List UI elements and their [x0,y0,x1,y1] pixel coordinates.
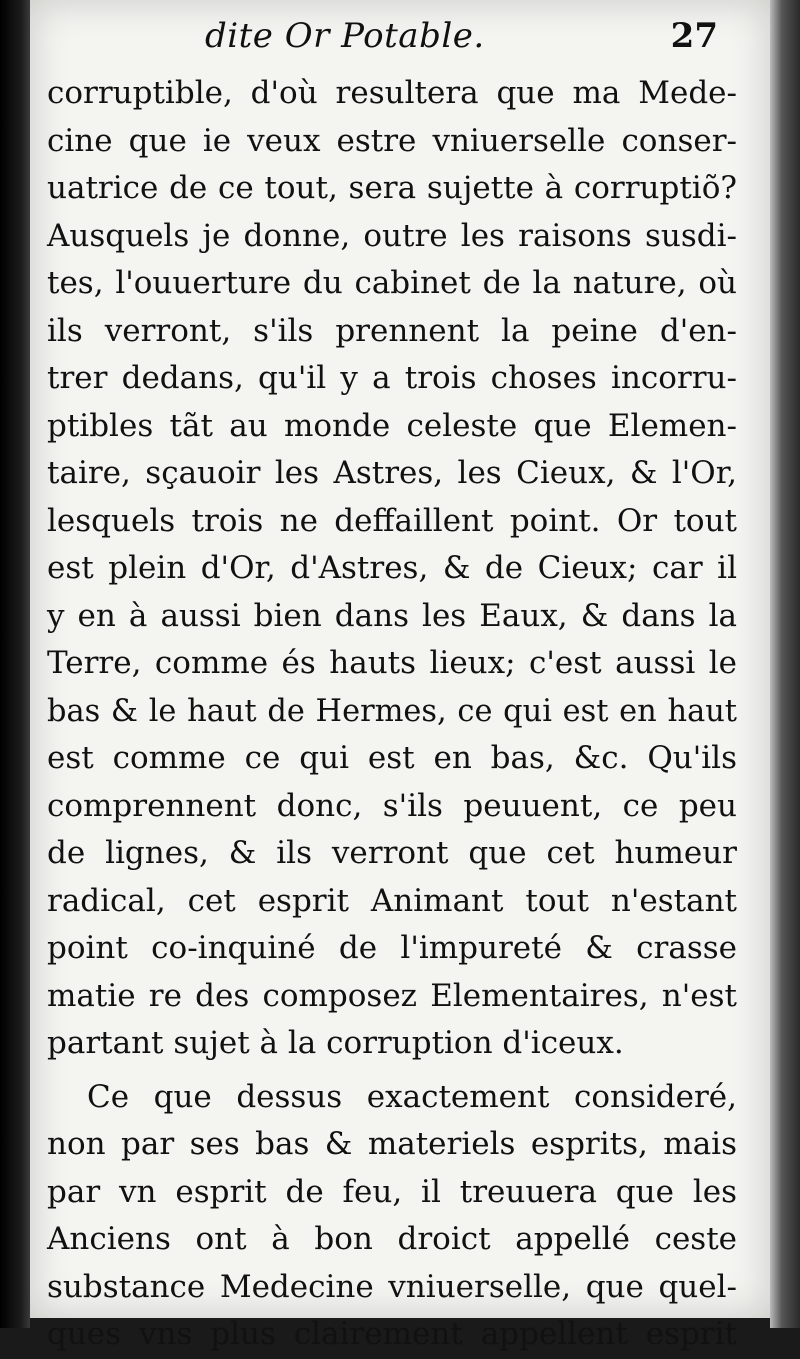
page-header [30,14,770,64]
text-line: non par ses bas & materiels esprits, mais [47,1126,737,1162]
text-line: par vn esprit de feu, il treuuera que les [47,1173,737,1210]
page-edge-shadow [770,0,800,1328]
text-line: ques vns plus clairement appellent esprit [47,1316,737,1352]
text-line: comprennent donc, s'ils peuuent, ce peu [47,787,737,824]
text-line: bas & le haut de Hermes, ce qui est en haut [47,693,737,729]
text-line: de lignes, & ils verront que cet humeur [47,835,737,871]
text-line: lesquels trois ne deffaillent point. Or tout [47,502,737,539]
page-number: 27 [670,16,718,56]
running-title: dite Or Potable. [205,16,485,56]
text-line: Terre, comme és hauts lieux; c'est aussi le [47,645,737,681]
text-line: est comme ce qui est en bas, &c. Qu'ils [47,740,737,776]
text-line: matie re des composez Elementaires, n'est [47,977,737,1014]
paragraph-2 [47,1074,737,1359]
text-line: Ausquels je donne, outre les raisons susdi- [47,217,737,254]
page-gutter-shadow [0,0,30,1328]
text-line: taire, sçauoir les Astres, les Cieux, & l'Or, [47,455,737,491]
book-page [30,0,770,1352]
text-line: radical, cet esprit Animant tout n'estant [47,882,737,919]
text-line: trer dedans, qu'il y a trois choses incorru- [47,360,737,396]
text-line: point co-inquiné de l'impureté & crasse [47,930,737,966]
text-line: partant sujet à la corruption d'iceux. [47,1025,624,1061]
text-line: ils verront, s'ils prennent la peine d'en- [47,312,737,349]
text-line: tes, l'ouuerture du cabinet de la nature, où [47,265,737,301]
text-line: cine que ie veux estre vniuerselle conser- [47,122,737,159]
text-line: corruptible, d'où resultera que ma Mede- [47,75,737,111]
text-line: Ce que dessus exactement consideré, [87,1078,737,1115]
text-line: est plein d'Or, d'Astres, & de Cieux; car il [47,550,737,586]
text-line: uatrice de ce tout, sera sujette à corruptiõ? [47,170,737,206]
body-text [47,70,737,1359]
text-line: y en à aussi bien dans les Eaux, & dans la [47,597,737,634]
text-line: Anciens ont à bon droict appellé ceste [47,1221,737,1257]
text-line: substance Medecine vniuerselle, que quel- [47,1268,737,1305]
paragraph-1 [47,70,737,1068]
text-line: ptibles tãt au monde celeste que Elemen- [47,407,737,444]
